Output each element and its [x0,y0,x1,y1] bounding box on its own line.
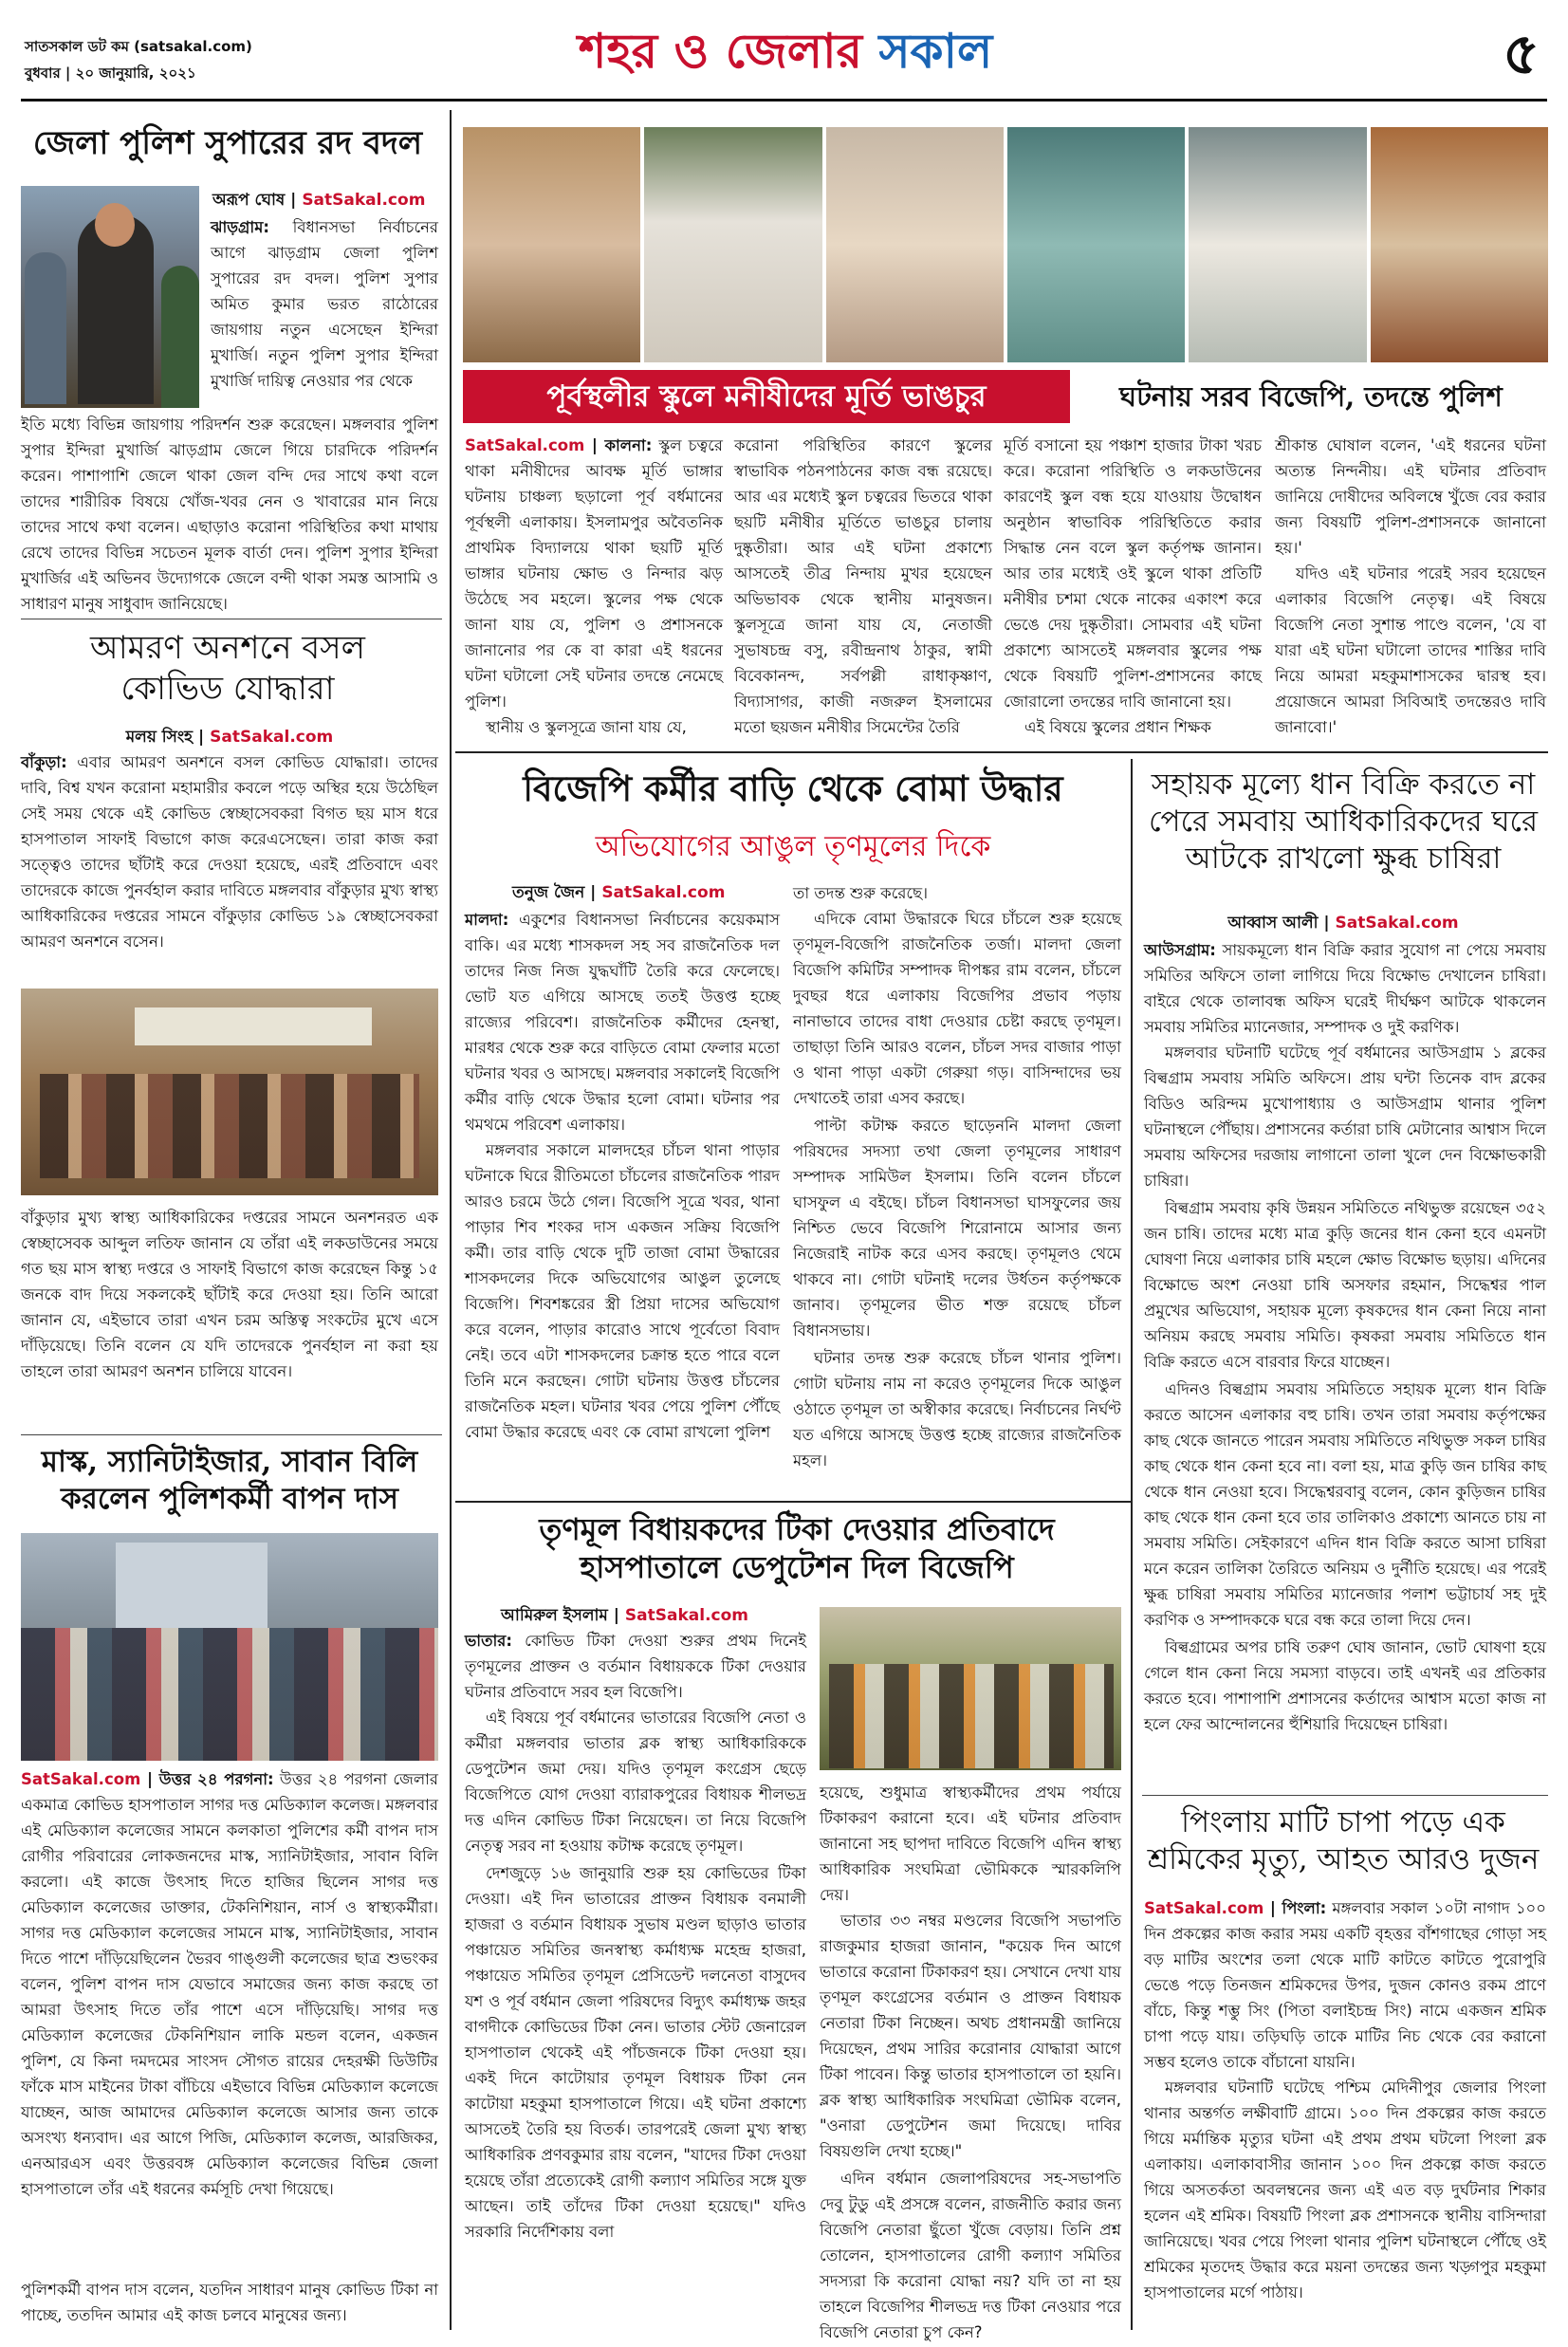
officer-head [95,203,135,247]
a4-col4b: যদিও এই ঘটনার পরেই সরব হয়েছেন এলাকার বিজেপি নেতৃত্ব। এই বিষয়ে বিজেপি নেতা সুশান্ত পাণ্ডে বলেন, 'যে বা যারা এই ঘটনা ঘটালো তাদের শাস্তির দাবি নিয়ে আমরা মহকুমাশাসকের দ্বারস্থ হব। প্রয়োজনে আমরা সিবিআই তদন্তেরও দাবি জানাবো।' [1275,564,1546,736]
a7-site: SatSakal.com [1144,1899,1264,1917]
a5-col2b: এদিকে বোমা উদ্ধারকে ঘিরে চাঁচলে শুরু হয়েছে তৃণমূল-বিজেপি রাজনৈতিক তর্জা। মালদা জেলা বিজেপি কমিটির সম্পাদক দীপঙ্কর রাম বলেন, চাঁচলে দুবছর ধরে এলাকায় বিজেপির প্রভাব পড়ায় নানাভাবে তাদের বাধা দেওয়ার চেষ্টা করছে তৃণমূল। তাছাড়া তিনি আরও বলেন, চাঁচল সদর বাজার পাড়া ও থানা পাড়া একটা গেরুয়া গড়। বাসিন্দাদের ভয় দেখাতেই তারা এসব করছে। [793,910,1121,1107]
a1-site: SatSakal.com [302,191,426,210]
a1-headline: জেলা পুলিশ সুপারের রদ বদল [32,124,423,162]
a4-col4-text: শ্রীকান্ত ঘোষাল বলেন, 'এই ধরনের ঘটনা অত্যন্ত নিন্দনীয়। এই ঘটনার প্রতিবাদ জানিয়ে দোষীদের অবিলম্বে খুঁজে বের করার জন্য বিষয়টি পুলিশ-প্রশাসনকে জানানো হয়।' [1275,436,1546,557]
a6-site: SatSakal.com [1335,914,1459,933]
a4-col2: করোনা পরিস্থিতির কারণে স্কুলের স্বাভাবিক পঠনপাঠনের কাজ বন্ধ রয়েছে। আর এর মধ্যেই স্কুল চত্বরের ভিতরে থাকা ছয়টি মনীষীর মূর্তিতে ভাঙচুর চালায় দুষ্কৃতীরা। আর এই ঘটনা প্রকাশ্যে আসতেই তীব্র নিন্দায় মুখর হয়েছেন অভিভাবক থেকে স্থানীয় মানুষজন। স্কুলসূত্রে জানা যায় যে, নেতাজী সুভাষচন্দ্র বসু, রবীন্দ্রনাথ ঠাকুর, স্বামী বিবেকানন্দ, সর্বপল্লী রাধাকৃষ্ণাণ, বিদ্যাসাগর, কাজী নজরুল ইসলামের মতো ছয়জন মনীষীর সিমেন্টের তৈরি [734,436,992,736]
protest-banner [135,1007,372,1045]
a4-headline-right: ঘটনায় সরব বিজেপি, তদন্তে পুলিশ [1119,380,1503,413]
a7-headline: পিংলায় মাটি চাপা পড়ে এক শ্রমিকের মৃত্যু, আহত আরও দুজন [1147,1805,1540,1876]
statue-1 [463,127,640,362]
a5-col2 [793,880,1121,1475]
building [116,1543,267,1628]
a5-col2c: পাল্টা কটাক্ষ করতে ছাড়েননি মালদা জেলা পরিষদের সদস্যা তথা জেলা তৃণমূলের সাধারণ সম্পাদক সামিউল ইসলাম। তিনি বলেন চাঁচলে ঘাসফুল এ বইছে। চাঁচল বিধানসভা ঘাসফুলের জয় নিশ্চিত ভেবে বিজেপি শিরোনামে আসার জন্য নিজেরাই নাটক করে এসব করছে। তৃণমূলও থেমে থাকবে না। গোটা ঘটনাই দলের উর্ধতন কর্তৃপক্ষকে জানাব। তৃণমূলের ভীত শক্ত রয়েছে চাঁচল বিধানসভায়। [793,1117,1121,1340]
a8-col2 [820,1780,1121,2347]
a8-col1-text: কোভিড টিকা দেওয়া শুরুর প্রথম দিনেই তৃণমূলের প্রাক্তন ও বর্তমান বিধায়ককে টিকা দেওয়ার ঘটনার প্রতিবাদে সরব হল বিজেপি। [465,1632,806,1701]
section-title [558,23,1013,80]
a7-body1: মঙ্গলবার সকাল ১০টা নাগাদ ১০০ দিন প্রকল্পের কাজ করার সময় একটি বৃহত্তর বাঁশগাছের গোড়া সহ বড় মাটির অংশের তলা থেকে মাটি কাটতে কাটতে পুরোপুরি ভেঙে পড়ে তিনজন শ্রমিকদের উপর, দুজন কোনও রকম প্রাণে বাঁচে, কিন্তু শম্ভু সিং (পিতা বলাইচন্দ্র সিং) নামে একজন শ্রমিক চাপা পড়ে যায়। তড়িঘড়ি তাকে মাটির নিচ থেকে বের করানো সম্ভব হলেও তাকে বাঁচানো যায়নি। [1144,1899,1546,2071]
a1-author: অরূপ ঘোষ [212,191,286,210]
a2-headline: আমরণ অনশনে বসল কোভিড যোদ্ধারা [90,629,365,708]
a3-place: উত্তর ২৪ পরগনা: [158,1770,274,1788]
a4-site: SatSakal.com [465,436,585,454]
a6-byline: আব্বাস আলী | SatSakal.com [1227,914,1459,933]
a8-headline: তৃণমূল বিধায়কদের টিকা দেওয়ার প্রতিবাদে হাসপাতালে ডেপুটেশন দিল বিজেপি [539,1511,1055,1585]
bystander-right [161,266,199,408]
site-name: সাতসকাল ডট কম (satsakal.com) [25,38,252,55]
a4-rule [455,751,1548,753]
a4-col3-text: মূর্তি বসানো হয় পঞ্চাশ হাজার টাকা খরচ করে। করোনা পরিস্থিতি ও লকডাউনের কারণেই স্কুল বন্ধ হয়ে যাওয়ায় উদ্বোধন অনুষ্ঠান স্বাভাবিক পরিস্থিতিতে করার সিদ্ধান্ত নেন বলে স্কুল কর্তৃপক্ষ জানান। আর তার মধ্যেই ওই স্কুলে থাকা প্রতিটি মনীষীর চশমা থেকে নাকের একাংশ করে ভেঙে দেয় দুষ্কৃতীরা। সোমবার এই ঘটনা প্রকাশ্যে আসতেই মঙ্গলবার স্কুলের পক্ষ থেকে বিষয়টি পুলিশ-প্রশাসনের কাছে জোরালো তদন্তের দাবি জানানো হয়। [1004,436,1262,711]
a6-body1: সায়কমূল্যে ধান বিক্রি করার সুযোগ না পেয়ে সমবায় সমিতির অফিসে তালা লাগিয়ে দিয়ে বিক্ষোভ দেখালেন চাষিরা। বাইরে থেকে তালাবন্ধ অফিস ঘরেই দীর্ঘক্ষণ আটকে থাকলেন সমবায় সমিতির ম্যানেজার, সম্পাদক ও দুই করণিক। [1144,941,1546,1036]
a3-body2: পুলিশকর্মী বাপন দাস বলেন, যতদিন সাধারণ মানুষ কোভিড টিকা না পাচ্ছে, ততদিন আমার এই কাজ চলবে মানুষের জন্য। [21,2281,438,2324]
a4-col1: SatSakal.com | কালনা: স্কুল চত্বরে থাকা মনীষীদের আবক্ষ মূর্তি ভাঙ্গার ঘটনায় চাঞ্চল্য ছড়ালো পূর্ব বর্ধমানের পূর্বস্থলী এলাকায়। ইসলামপুর অবৈতনিক প্রাথমিক বিদ্যালয়ে থাকা ছয়টি মূর্তি ভাঙ্গার ঘটনায় ক্ষোভ ও নিন্দার ঝড় উঠেছে সব মহলে। স্কুলের পক্ষ থেকে জানা যায় যে, পুলিশ ও প্রশাসনকে জানানোর পর কে বা কারা এই ধরনের ঘটনা ঘটালো সেই ঘটনার তদন্তে নেমেছে পুলিশ। স্থানীয় ও স্কুলসূত্রে জানা যায় যে, [465,433,723,742]
a6-body3: বিল্বগ্রাম সমবায় কৃষি উন্নয়ন সমিতিতে নথিভুক্ত রয়েছেন ৩৫২ জন চাষি। তাদের মধ্যে মাত্র কুড়ি জনের ধান কেনা হবে এমনটা ঘোষণা নিয়ে এলাকার চাষি মহলে ক্ষোভ বিক্ষোভ ছড়ায়। এদিনের বিক্ষোভে অংশ নেওয়া চাষি অসফার রহমান, সিদ্ধেশ্বর পাল প্রমুখের অভিযোগ, সহায়ক মূল্যে কৃষকদের ধান কেনা নিয়ে নানা অনিয়ম করছে সমবায় সমিতি। কৃষকরা সমবায় সমিতিতে ধান বিক্রি করতে এসে বারবার ফিরে যাচ্ছেন। [1144,1199,1546,1371]
col-divider-left [450,110,452,2330]
section-title-blue: সকাল [878,23,993,79]
statue-3 [826,127,1004,362]
a4-col3b: এই বিষয়ে স্কুলের প্রধান শিক্ষক [1024,718,1211,736]
a4-col1b: স্থানীয় ও স্কুলসূত্রে জানা যায় যে, [486,718,687,736]
issue-date: বুধবার | ২০ জানুয়ারি, ২০২১ [25,65,196,82]
a1-lead [211,214,438,394]
a8-site: SatSakal.com [624,1606,749,1625]
a4-headline-left: পূর্বস্থলীর স্কুলে মনীষীদের মূর্তি ভাঙচুর [546,379,987,414]
a8-byline: আমিরুল ইসলাম | SatSakal.com [501,1606,749,1625]
a1-photo [21,186,199,408]
a1-byline: অরূপ ঘোষ | SatSakal.com [212,191,426,210]
statue-5 [1189,127,1366,362]
a5-col1 [465,907,780,1447]
a6-body [1144,937,1546,1739]
a4-col3 [1004,433,1262,742]
a8-author: আমিরুল ইসলাম [501,1606,608,1625]
col-divider-right [1131,759,1133,2330]
a4-photo-strip [463,127,1548,362]
a2-author: মলয় সিংহ [125,728,194,747]
a5-col1b: মঙ্গলবার সকালে মালদহের চাঁচল থানা পাড়ার ঘটনাকে ঘিরে রীতিমতো চাঁচলের রাজনৈতিক পারদ আরও চরমে উঠে গেল। বিজেপি সূত্রে খবর, থানা পাড়ার শিব শংকর দাস একজন সক্রিয় বিজেপি কর্মী। তার বাড়ি থেকে দুটি তাজা বোমা উদ্ধারের শাসকদলের দিকে অভিযোগের আঙুল তুলেছে বিজেপি। শিবশঙ্করের স্ত্রী প্রিয়া দাসের অভিযোগ করে বলেন, পাড়ার কারোও সাথে পূর্বেতো বিবাদ নেই। তবে এটা শাসকদলের চক্রান্ত হতে পারে বলে তিনি মনে করছেন। গোটা ঘটনায় উত্তপ্ত চাঁচলের রাজনৈতিক মহল। ঘটনার খবর পেয়ে পুলিশ পৌঁছে বোমা উদ্ধার করেছে এবং কে বোমা রাখলো পুলিশ [465,1141,780,1441]
a3-body1-text: উত্তর ২৪ পরগনা জেলার একমাত্র কোভিড হাসপাতাল সাগর দত্ত মেডিক্যাল কলেজ। মঙ্গলবার এই মেডিক্যাল কলেজের সামনে কলকাতা পুলিশের কর্মী বাপন দাস রোগীর পরিবারের লোকজনদের মাস্ক, স্যানিটাইজার, সাবান বিলি করলো। এই কাজে উৎসাহ দিতে হাজির ছিলেন সাগর দত্ত মেডিক্যাল কলেজের ডাক্তার, টেকনিশিয়ান, নার্স ও স্বাস্থ্যকর্মীরা। সাগর দত্ত মেডিক্যাল কলেজের সামনে মাস্ক, স্যানিটাইজার, সাবান দিতে পাশে দাঁড়িয়েছিলেন ভৈরব গাঙ্গুলী কলেজের ছাত্র শুভংকর বলেন, পুলিশ বাপন দাস যেভাবে সমাজের জন্য কাজ করছে তা আমরা উৎসাহ দিতে তাঁর পাশে এসে দাঁড়িয়েছি। সাগর দত্ত মেডিক্যাল কলেজের টেকনিশিয়ান লাকি মন্ডল বলেন, একজন পুলিশ, যে কিনা দমদমের সাংসদ সৌগত রায়ের দেহরক্ষী ডিউটির ফাঁকে মাস মাইনের টাকা বাঁচিয়ে এইভাবে বিভিন্ন মেডিক্যাল কলেজে যাচ্ছেন, আজ আমাদের মেডিক্যাল কলেজে আসার জন্য তাকে অসংখ্য ধন্যবাদ। এর আগে পিজি, মেডিক্যাল কলেজ, আরজিকর, এনআরএস এবং উত্তরবঙ্গ মেডিক্যাল কলেজের বিভিন্ন জেলা হাসপাতালে তাঁর এই ধরনের কর্মসূচি দেখা গিয়েছে। [21,1770,438,2198]
statue-6 [1371,127,1548,362]
a5-rule [455,1501,1131,1503]
a6-body4: এদিনও বিল্বগ্রাম সমবায় সমিতিতে সহায়ক মূল্যে ধান বিক্রি করতে আসেন এলাকার বহু চাষি। তখন তারা সমবায় কর্তৃপক্ষের কাছ থেকে জানতে পারেন সমবায় সমিতিতে নথিভুক্ত সকল চাষির কাছ থেকে ধান কেনা হবে না। বলা হয়, মাত্র কুড়ি জন চাষির কাছ থেকে ধান নেওয়া হবে। সিদ্ধেশ্বরবাবু বলেন, কোন কুড়িজন চাষির কাছ থেকে ধান কেনা হবে তার তালিকাও প্রকাশ্যে আনতে চায় না সমবায় সমিতি। সেইকারণে এদিন ধান বিক্রি করতে আসা চাষিরা মনে করেন তালিকা তৈরিতে অনিয়ম ও দুর্নীতি হয়েছে। এর পরেই ক্ষুব্ধ চাষিরা সমবায় সমিতির ম্যানেজার পলাশ ভট্টাচার্য সহ দুই করণিক ও সম্পাদককে ঘরে বন্ধ করে তালা দিয়ে দেন। [1144,1380,1546,1629]
a2-body2: বাঁকুড়ার মুখ্য স্বাস্থ্য আধিকারিকের দপ্তরের সামনে অনশনরত এক স্বেচ্ছাসেবক আব্দুল লতিফ জানান যে তাঁরা এই লকডাউনের সময়ে গত ছয় মাস স্বাস্থ্য দপ্তরে ও সাফাই বিভাগে কাজ করেছেন কিন্তু ১৫ জনকে বাদ দিয়ে সকলকেই ছাঁটাই করে দেওয়া হয়। তিনি আরো জানান যে, এইভাবে তারা এখন চরম অস্তিত্ব সংকটের মুখে এসে দাঁড়িয়েছে। তিনি বলেন যে যদি তাদেরকে পুনর্বহাল না করা হয় তাহলে তারা আমরণ অনশন চালিয়ে যাবেন। [21,1209,438,1380]
a8-place: ভাতার: [465,1632,512,1650]
a6-author: আব্বাস আলী [1227,914,1319,933]
a6-place: আউসগ্রাম: [1144,941,1216,959]
a5-col2-text: তা তদন্ত শুরু করেছে। [793,884,928,902]
a7-body2: মঙ্গলবার ঘটনাটি ঘটেছে পশ্চিম মেদিনীপুর জেলার পিংলা থানার অন্তর্গত লক্ষীবাটি গ্রামে। ১০০ দিন প্রকল্পের কাজ করতে গিয়ে মর্মান্তিক মৃত্যুর ঘটনা এই প্রথম প্রথম ঘটলো পিংলা ব্লক এলাকায়। এলাকাবাসীর জানান ১০০ দিন প্রকল্পে কাজ করতে গিয়ে অসতর্কতা অবলম্বনের জন্য এই এত বড় দুর্ঘটনার শিকার হলেন এই শ্রমিক। বিষয়টি পিংলা ব্লক প্রশাসনকে স্থানীয় বাসিন্দারা জানিয়েছে। খবর পেয়ে পিংলা থানার পুলিশ ঘটনাস্থলে পৌঁছে ওই শ্রমিকের মৃতদেহ উদ্ধার করে ময়না তদন্তের জন্য খড়্গপুর মহকুমা হাসপাতালের মর্গে পাঠায়। [1144,2079,1546,2301]
a2-byline: মলয় সিংহ | SatSakal.com [125,728,334,747]
a4-place: কালনা: [604,436,653,454]
statue-2 [644,127,821,362]
protester-group [40,1074,419,1178]
a2-place: বাঁকুড়া: [21,753,67,771]
a8-col1c: দেশজুড়ে ১৬ জানুয়ারি শুরু হয় কোভিডের টিকা দেওয়া। এই দিন ভাতারের প্রাক্তন বিধায়ক বনমালী হাজরা ও বর্তমান বিধায়ক সুভাষ মণ্ডল ছাড়াও ভাতার পঞ্চায়েত সমিতির জনস্বাস্থ্য কর্মাধ্যক্ষ মহেন্দ্র হাজরা, পঞ্চায়েত সমিতির তৃণমূল প্রেসিডেন্ট দলনেতা বাসুদেব যশ ও পূর্ব বর্ধমান জেলা পরিষদের বিদ্যুৎ কর্মাধ্যক্ষ জহর বাগদীকে কোভিডের টিকা নেন। ভাতার স্টেট জেনারেল হাসপাতাল থেকেই এই পাঁচজনকে টিকা দেওয়া হয়। একই দিনে কাটোয়ার তৃণমূল বিধায়ক টিকা নেন কাটোয়া মহকুমা হাসপাতালে গিয়ে। এই ঘটনা প্রকাশ্যে আসতেই তৈরি হয় বিতর্ক। তারপরেই জেলা মুখ্য স্বাস্থ্য আধিকারিক প্রণবকুমার রায় বলেন, "যাদের টিকা দেওয়া হয়েছে তাঁরা প্রত্যেকেই রোগী কল্যাণ সমিতির সঙ্গে যুক্ত আছেন। তাই তাঁদের টিকা দেওয়া হয়েছে।" যদিও সরকারি নির্দেশিকায় বলা [465,1864,806,2241]
a8-col2b: ভাতার ৩৩ নম্বর মণ্ডলের বিজেপি সভাপতি রাজকুমার হাজরা জানান, "কয়েক দিন আগে ভাতারে করোনা টিকাকরণ হয়। সেখানে দেখা যায় তৃণমূল কংগ্রেসের বর্তমান ও প্রাক্তন বিধায়ক নেতারা টিকা নিচ্ছেন। অথচ প্রধানমন্ত্রী জানিয়ে দিয়েছেন, প্রথম সারির করোনার যোদ্ধারা আগে টিকা পাবেন। কিন্তু ভাতার হাসপাতালে তা হয়নি। ব্লক স্বাস্থ্য আধিকারিক সংঘমিত্রা ভৌমিক বলেন, "ওনারা ডেপুটেশন জমা দিয়েছে। দাবির বিষয়গুলি দেখা হচ্ছে।" [820,1912,1121,2160]
a6-body2: মঙ্গলবার ঘটনাটি ঘটেছে পূর্ব বর্ধমানের আউসগ্রাম ১ ব্লকের বিল্বগ্রাম সমবায় সমিতি অফিসে। প্রায় ঘন্টা তিনেক বাদ ব্লকের বিডিও অরিন্দম মুখোপাধ্যায় ও আউসগ্রাম থানার পুলিশ ঘটনাস্থলে পৌঁছায়। প্রশাসনের কর্তারা চাষি মেটানোর আশ্বাস দিলে সমবায় অফিসের দরজায় লাগানো তালা খুলে দেন বিক্ষোভকারী চাষিরা। [1144,1044,1546,1190]
a1-place: ঝাড়গ্রাম: [211,218,269,236]
a8-photo [820,1607,1121,1770]
a7-body: SatSakal.com | পিংলা: মঙ্গলবার সকাল ১০টা নাগাদ ১০০ দিন প্রকল্পের কাজ করার সময় একটি বৃহত্তর বাঁশগাছের গোড়া সহ বড় মাটির অংশের তলা থেকে মাটি কাটতে কাটতে পুরোপুরি ভেঙে পড়ে তিনজন শ্রমিকদের উপর, দুজন কোনও রকম প্রাণে বাঁচে, কিন্তু শম্ভু সিং (পিতা বলাইচন্দ্র সিং) নামে একজন শ্রমিক চাপা পড়ে যায়। তড়িঘড়ি তাকে মাটির নিচ থেকে বের করানো সম্ভব হলেও তাকে বাঁচানো যায়নি। মঙ্গলবার ঘটনাটি ঘটেছে পশ্চিম মেদিনীপুর জেলার পিংলা থানার অন্তর্গত লক্ষীবাটি গ্রামে। ১০০ দিন প্রকল্পের কাজ করতে গিয়ে মর্মান্তিক মৃত্যুর ঘটনা এই প্রথম প্রথম ঘটলো পিংলা ব্লক এলাকায়। এলাকাবাসীর জানান ১০০ দিন প্রকল্পে কাজ করতে গিয়ে অসতর্কতা অবলম্বনের জন্য এই এত বড় দুর্ঘটনার শিকার হলেন এই শ্রমিক। বিষয়টি পিংলা ব্লক প্রশাসনকে স্থানীয় বাসিন্দারা জানিয়েছে। খবর পেয়ে পিংলা থানার পুলিশ ঘটনাস্থলে পৌঁছে ওই শ্রমিকের মৃতদেহ উদ্ধার করে ময়না তদন্তের জন্য খড়্গপুর মহকুমা হাসপাতালের মর্গে পাঠায়। [1144,1895,1546,2307]
a1-lead-text: বিধানসভা নির্বাচনের আগে ঝাড়গ্রাম জেলা পুলিশ সুপারের রদ বদল। পুলিশ সুপার অমিত কুমার ভরত রাঠোরের জায়গায় নতুন এসেছেন ইন্দিরা মুখার্জি। নতুন পুলিশ সুপার ইন্দিরা মুখার্জি দায়িত্ব নেওয়ার পর থেকে [211,218,438,390]
a5-subheadline: অভিযোগের আঙুল তৃণমূলের দিকে [595,830,991,863]
a4-headline-band [463,370,1070,423]
a1-body: ইতি মধ্যে বিভিন্ন জায়গায় পরিদর্শন শুরু করেছেন। মঙ্গলবার পুলিশ সুপার ইন্দিরা মুখার্জি ঝাড়গ্রাম জেলে গিয়ে চারদিকে পরিদর্শন করেন। পাশাপাশি জেলে থাকা জেল বন্দি দের সাথে কথা বলে তাদের শারীরিক বিষয়ে খোঁজ-খবর নেন ও খাবারের মান নিয়ে তাদের সাথে কথা বলেন। এছাড়াও করোনা পরিস্থিতির কথা মাথায় রেখে তাদের বিভিন্ন সচেতন মূলক বার্তা দেন। পুলিশ সুপার ইন্দিরা মুখার্জির এই অভিনব উদ্যোগকে জেলে বন্দী থাকা সমস্ত আসামি ও সাধারণ মানুষ সাধুবাদ জানিয়েছে। [21,416,438,613]
a3-site: SatSakal.com [21,1770,141,1788]
a6-body5: বিল্বগ্রামের অপর চাষি তরুণ ঘোষ জানান, ভোট ঘোষণা হয়ে গেলে ধান কেনা নিয়ে সমস্যা বাড়বে। তাই এখনই এর প্রতিকার করতে হবে। পাশাপাশি প্রশাসনের কর্তাদের আশ্বাস মতো কাজ না হলে ফের আন্দোলনের হুঁশিয়ারি দিয়েছেন চাষিরা। [1144,1638,1546,1733]
a7-place: পিংলা: [1282,1899,1327,1917]
a4-col1-text: স্কুল চত্বরে থাকা মনীষীদের আবক্ষ মূর্তি ভাঙ্গার ঘটনায় চাঞ্চল্য ছড়ালো পূর্ব বর্ধমানের পূর্বস্থলী এলাকায়। ইসলামপুর অবৈতনিক প্রাথমিক বিদ্যালয়ে থাকা ছয়টি মূর্তি ভাঙ্গার ঘটনায় ক্ষোভ ও নিন্দার ঝড় উঠেছে সব মহলে। স্কুলের পক্ষ থেকে জানা যায় যে, পুলিশ ও প্রশাসনকে জানানোর পর কে বা কারা এই ধরনের ঘটনা ঘটালো সেই ঘটনার তদন্তে নেমেছে পুলিশ। [465,436,723,711]
statue-4 [1007,127,1185,362]
a5-author: তনুজ জৈন [512,883,585,902]
a5-site: SatSakal.com [601,883,726,902]
section-title-black: শহর ও জেলার [578,23,863,79]
a2-body1-text: এবার আমরণ অনশনে বসল কোভিড যোদ্ধারা। তাদের দাবি, বিশ্ব যখন করোনা মহামারীর কবলে পড়ে অস্থির হয়ে উঠেছিল সেই সময় থেকে এই কোভিড স্বেচ্ছাসেবকরা বিগত ছয় মাস ধরে হাসপাতাল সাফাই বিভাগে কাজ করেএসেছেন। তারা কাজ করা সত্ত্বেও তাদের ছাঁটাই করে দেওয়া হয়েছে, এরই প্রতিবাদে এবং তাদেরকে কাজে পুনর্বহাল করার দাবিতে মঙ্গলবার বাঁকুড়ার মুখ্য স্বাস্থ্য আধিকারিকের দপ্তরের সামনে বাঁকুড়ার কোভিড ১৯ স্বেচ্ছাসেবকরা আমরণ অনশনে বসেন। [21,753,438,951]
a3-body1: SatSakal.com | উত্তর ২৪ পরগনা: উত্তর ২৪ পরগনা জেলার একমাত্র কোভিড হাসপাতাল সাগর দত্ত মেডিক্যাল কলেজ। মঙ্গলবার এই মেডিক্যাল কলেজের সামনে কলকাতা পুলিশের কর্মী বাপন দাস রোগীর পরিবারের লোকজনদের মাস্ক, স্যানিটাইজার, সাবান বিলি করলো। এই কাজে উৎসাহ দিতে হাজির ছিলেন সাগর দত্ত মেডিক্যাল কলেজের ডাক্তার, টেকনিশিয়ান, নার্স ও স্বাস্থ্যকর্মীরা। সাগর দত্ত মেডিক্যাল কলেজের সামনে মাস্ক, স্যানিটাইজার, সাবান দিতে পাশে দাঁড়িয়েছিলেন ভৈরব গাঙ্গুলী কলেজের ছাত্র শুভংকর বলেন, পুলিশ বাপন দাস যেভাবে সমাজের জন্য কাজ করছে তা আমরা উৎসাহ দিতে তাঁর পাশে এসে দাঁড়িয়েছি। সাগর দত্ত মেডিক্যাল কলেজের টেকনিশিয়ান লাকি মন্ডল বলেন, একজন পুলিশ, যে কিনা দমদমের সাংসদ সৌগত রায়ের দেহরক্ষী ডিউটির ফাঁকে মাস মাইনের টাকা বাঁচিয়ে এইভাবে বিভিন্ন মেডিক্যাল কলেজে যাচ্ছেন, আজ আমাদের মেডিক্যাল কলেজে আসার জন্য তাকে অসংখ্য ধন্যবাদ। এর আগে পিজি, মেডিক্যাল কলেজ, আরজিকর, এনআরএস এবং উত্তরবঙ্গ মেডিক্যাল কলেজের বিভিন্ন জেলা হাসপাতালে তাঁর এই ধরনের কর্মসূচি দেখা গিয়েছে। [21,1770,438,2198]
a5-place: মালদা: [465,911,509,929]
page-number: ৫ [1503,21,1540,87]
a8-col1 [465,1628,806,2246]
a3-headline: মাস্ক, স্যানিটাইজার, সাবান বিলি করলেন পুলিশকর্মী বাপন দাস [41,1445,418,1516]
a8-col1b: এই বিষয়ে পূর্ব বর্ধমানের ভাতারের বিজেপি নেতা ও কর্মীরা মঙ্গলবার ভাতার ব্লক স্বাস্থ্য আধিকারিককে ডেপুটেশন জমা দেয়। যদিও তৃণমূল কংগ্রেস ছেড়ে বিজেপিতে যোগ দেওয়া ব্যারাকপুরের বিধায়ক শীলভদ্র দত্ত এদিন কোভিড টিকা নিয়েছেন। তা নিয়ে বিজেপি নেতৃত্ব সরব না হওয়ায় কটাক্ষ করেছে তৃণমূল। [465,1709,806,1855]
a8-col2-text: হয়েছে, শুধুমাত্র স্বাস্থ্যকর্মীদের প্রথম পর্যায়ে টিকাকরণ করানো হবে। এই ঘটনার প্রতিবাদ জানানো সহ ছাপদা দাবিতে বিজেপি এদিন স্বাস্থ্য আধিকারিক সংঘমিত্রা ভৌমিককে স্মারকলিপি দেয়। [820,1783,1121,1904]
crowd [21,1628,438,1761]
a6-headline: সহায়ক মূল্যে ধান বিক্রি করতে না পেরে সমবায় আধিকারিকদের ঘরে আটকে রাখলো ক্ষুব্ধ চাষিরা [1148,767,1539,876]
masthead-rule [21,99,1547,102]
a2-photo [21,989,438,1195]
a6-rule [1142,1795,1548,1796]
a5-headline: বিজেপি কর্মীর বাড়ি থেকে বোমা উদ্ধার [523,767,1063,809]
a5-col1-text: একুশের বিধানসভা নির্বাচনের কয়েকমাস বাকি। এর মধ্যে শাসকদল সহ সব রাজনৈতিক দল তাদের নিজ নিজ যুদ্ধঘাঁটি তৈরি করে ফেলেছে। ভোট যত এগিয়ে আসছে ততই উত্তপ্ত হচ্ছে রাজ্যের পরিবেশ। রাজনৈতিক কর্মীদের হেনস্থা, মারধর থেকে শুরু করে বাড়িতে বোমা ফেলার মতো ঘটনার খবর ও আসছে। মঙ্গলবার সকালেই বিজেপি কর্মীর বাড়ি থেকে উদ্ধার হলো বোমা। ঘটনার পর থমথমে পরিবেশ এলাকায়। [465,911,781,1134]
a4-col4 [1275,433,1546,742]
a8-col2c: এদিন বর্ধমান জেলাপরিষদের সহ-সভাপতি দেবু টুডু এই প্রসঙ্গে বলেন, রাজনীতি করার জন্য বিজেপি নেতারা ছুঁতো খুঁজে বেড়ায়। তিনি প্রশ্ন তোলেন, হাসপাতালের রোগী কল্যাণ সমিতির সদস্যরা কি করোনা যোদ্ধা নয়? যদি তা না হয় তাহলে বিজেপির শীলভদ্র দত্ত টিকা নেওয়ার পরে বিজেপি নেতারা চুপ কেন? [820,2170,1121,2341]
a2-body1 [21,749,438,954]
bystander-left [25,252,66,404]
delegation [829,1664,1114,1768]
a2-site: SatSakal.com [210,728,334,747]
a5-col2d: ঘটনার তদন্ত শুরু করেছে চাঁচল থানার পুলিশ। গোটা ঘটনায় নাম না করেও তৃণমূলের দিকে আঙুল ওঠাতে তৃণমূল তা অস্বীকার করেছে। নির্বাচনের নির্ঘণ্ট যত এগিয়ে আসছে উত্তপ্ত হচ্ছে রাজ্যের রাজনৈতিক মহল। [793,1349,1121,1469]
a3-photo [21,1533,438,1761]
a5-byline: তনুজ জৈন | SatSakal.com [512,883,726,902]
a2-rule [21,1434,442,1435]
